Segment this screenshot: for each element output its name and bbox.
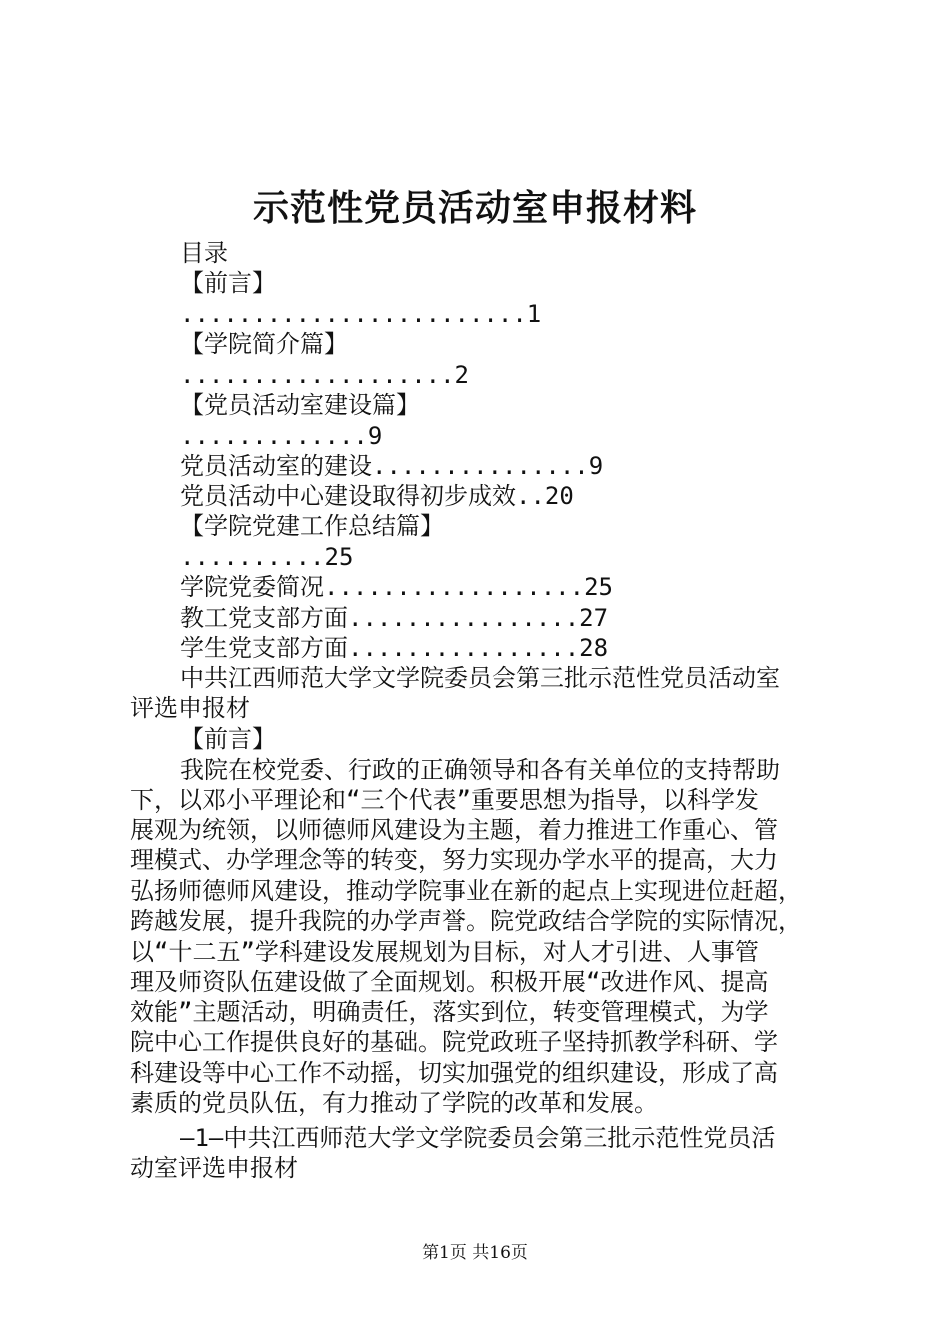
document-header-line: 中共江西师范大学文学院委员会第三批示范性党员活动室 <box>180 664 780 692</box>
body-line: 科建设等中心工作不动摇，切实加强党的组织建设，形成了高 <box>130 1059 778 1087</box>
body-line: 以“十二五”学科建设发展规划为目标，对人才引进、人事管 <box>130 938 759 966</box>
toc-line: 教工党支部方面................27 <box>180 604 609 632</box>
page-marker-line: —1—中共江西师范大学文学院委员会第三批示范性党员活 <box>180 1124 776 1152</box>
body-line: 理模式、办学理念等的转变，努力实现办学水平的提高，大力 <box>130 846 778 874</box>
toc-line: 【学院简介篇】 <box>180 330 348 358</box>
document-title: 示范性党员活动室申报材料 <box>252 187 697 229</box>
toc-line: 学生党支部方面................28 <box>180 634 609 662</box>
body-line: 跨越发展，提升我院的办学声誉。院党政结合学院的实际情况， <box>130 907 802 935</box>
body-line: 院中心工作提供良好的基础。院党政班子坚持抓教学科研、学 <box>130 1028 778 1056</box>
page-footer: 第1页 共16页 <box>422 1243 528 1263</box>
body-line: 效能”主题活动，明确责任，落实到位，转变管理模式，为学 <box>130 998 769 1026</box>
toc-heading: 目录 <box>180 239 228 267</box>
body-line: 素质的党员队伍，有力推动了学院的改革和发展。 <box>130 1089 658 1117</box>
body-line: 弘扬师德师风建设，推动学院事业在新的起点上实现进位赶超， <box>130 877 802 905</box>
toc-line: ........................1 <box>180 300 542 328</box>
body-line: 我院在校党委、行政的正确领导和各有关单位的支持帮助 <box>180 756 780 784</box>
toc-line: 【学院党建工作总结篇】 <box>180 512 444 540</box>
document-header-line: 评选申报材 <box>130 694 250 722</box>
toc-line: 【党员活动室建设篇】 <box>180 391 420 419</box>
body-line: 下，以邓小平理论和“三个代表”重要思想为指导，以科学发 <box>130 786 759 814</box>
toc-line: 党员活动室的建设...............9 <box>180 452 604 480</box>
preface-heading: 【前言】 <box>180 725 276 753</box>
toc-line: 党员活动中心建设取得初步成效..20 <box>180 482 574 510</box>
body-line: 理及师资队伍建设做了全面规划。积极开展“改进作风、提高 <box>130 968 769 996</box>
toc-line: 【前言】 <box>180 269 276 297</box>
body-line: 展观为统领，以师德师风建设为主题，着力推进工作重心、管 <box>130 816 778 844</box>
toc-line: .............9 <box>180 422 383 450</box>
toc-line: ..........25 <box>180 543 354 571</box>
page-marker-line: 动室评选申报材 <box>130 1154 298 1182</box>
toc-line: ...................2 <box>180 361 469 389</box>
toc-line: 学院党委简况..................25 <box>180 573 613 601</box>
